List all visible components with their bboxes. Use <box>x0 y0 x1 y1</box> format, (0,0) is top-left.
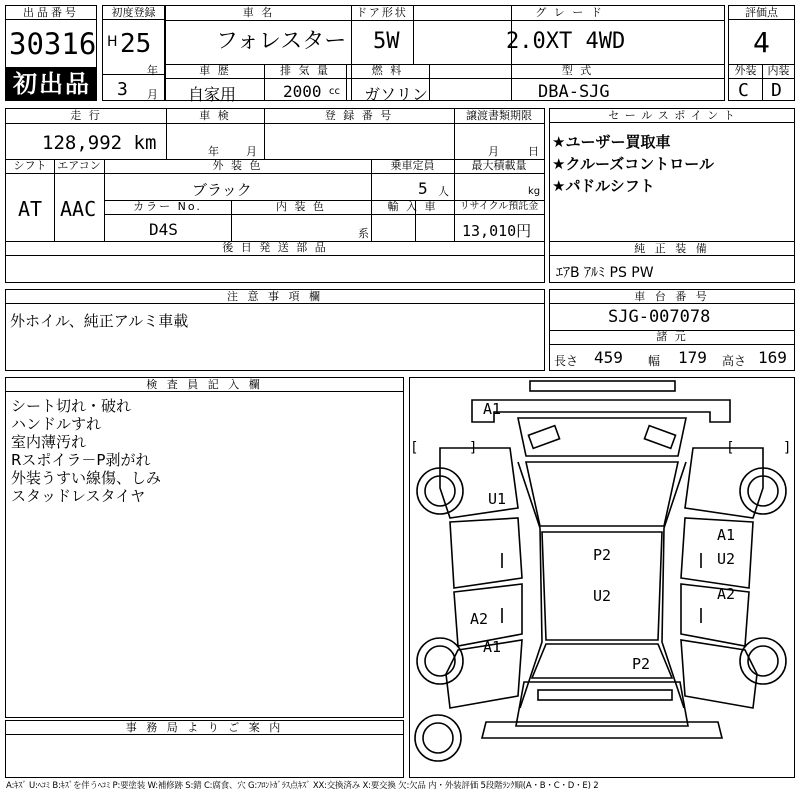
damage-mark: U2 <box>593 587 612 605</box>
fuel: ガソリン <box>364 85 429 104</box>
era: H <box>107 34 118 50</box>
spare-wheel <box>415 715 461 761</box>
hood-vent-left <box>528 426 559 449</box>
length-label: 長さ <box>554 354 579 368</box>
caution-box <box>5 289 545 371</box>
equipment-box <box>549 241 795 283</box>
inspection-year-unit: 年 <box>208 145 219 158</box>
sales-points-label: セ ー ル ス ポ イ ン ト <box>550 109 794 123</box>
transfer-day-unit: 日 <box>528 145 539 158</box>
damage-mark: P2 <box>593 546 612 564</box>
history-label: 車 歴 <box>199 64 231 77</box>
registration-label: 初度登録 <box>103 6 164 20</box>
damage-mark: A1 <box>483 400 502 418</box>
damage-mark: A1 <box>717 526 736 544</box>
lot-number-box <box>5 5 97 101</box>
car-name-label: 車 名 <box>242 6 275 19</box>
recycle-label: リサイクル預託金 <box>459 201 539 212</box>
grade-label: グ レ ー ド <box>535 6 604 19</box>
lot-number: 30316 <box>9 27 97 61</box>
inspector-note: シート切れ・破れ <box>11 397 132 415</box>
displacement-label: 排 気 量 <box>280 64 330 77</box>
sales-point-1: ★ユーザー買取車 <box>552 133 671 151</box>
caution-text: 外ホイル、純正アルミ車載 <box>10 312 189 330</box>
interior-color-label: 内 装 色 <box>276 200 326 213</box>
import-label: 輸 入 車 <box>387 200 438 213</box>
model-label: 型 式 <box>561 64 594 77</box>
exterior-label: 外装 <box>734 64 757 77</box>
office-label: 事 務 局 よ り ご 案 内 <box>6 721 403 735</box>
spare-wheel-inner <box>423 723 453 753</box>
inspector-note: スタッドレスタイヤ <box>11 487 146 505</box>
displacement: 2000 <box>283 82 322 101</box>
interior-label: 内装 <box>767 64 790 77</box>
right-rear-fender <box>681 640 757 708</box>
air-conditioner: AAC <box>60 197 97 221</box>
model: DBA-SJG <box>538 82 610 102</box>
fuel-label: 燃 料 <box>371 64 404 77</box>
sales-point-3: ★パドルシフト <box>552 177 655 195</box>
history: 自家用 <box>188 85 237 104</box>
rear-hatch <box>516 682 688 726</box>
wheel-rear-left <box>417 638 463 684</box>
grade: 2.0XT 4WD <box>506 29 626 54</box>
bracket-close-left: ] <box>470 440 476 456</box>
interior-grade: D <box>771 80 782 101</box>
vehicle-info-box <box>165 5 725 104</box>
right-rear-door <box>681 584 749 646</box>
chassis-label: 車 台 番 号 <box>550 290 794 304</box>
chassis-number: SJG-007078 <box>608 307 711 327</box>
wheel-rear-left-inner <box>425 646 455 676</box>
damage-mark: U2 <box>717 550 736 568</box>
hood <box>518 418 686 456</box>
width-label: 幅 <box>648 354 661 368</box>
car-name: フォレスター <box>216 29 347 54</box>
later-parts-label: 後 日 発 送 部 品 <box>222 241 328 254</box>
rear-bumper <box>538 690 672 700</box>
bracket-open-left: [ <box>412 440 418 456</box>
inspection-label: 車 検 <box>199 109 231 122</box>
office-box <box>5 720 404 778</box>
registration-year: 25 <box>120 29 152 59</box>
bracket-open-right: [ <box>728 440 734 456</box>
inspector-note: 外装うすい線傷、しみ <box>11 469 162 487</box>
registration-box <box>102 5 165 101</box>
capacity-label: 乗車定員 <box>390 159 435 172</box>
inspector-label: 検 査 員 記 入 欄 <box>6 378 403 392</box>
front-right-fender <box>685 448 763 518</box>
exterior-color: ブラック <box>192 181 252 199</box>
door-type: 5W <box>373 29 400 54</box>
car-diagram-svg <box>410 378 793 776</box>
exterior-grade: C <box>738 80 749 101</box>
sales-point-2: ★クルーズコントロール <box>552 155 714 173</box>
windshield <box>526 462 678 526</box>
registration-number-label: 登 録 番 号 <box>324 109 394 122</box>
lot-number-label: 出品番号 <box>6 6 96 20</box>
caution-label: 注 意 事 項 欄 <box>6 290 544 304</box>
score-label: 評価点 <box>729 6 794 20</box>
equipment-label: 純 正 装 備 <box>550 242 794 256</box>
cc-unit: cc <box>329 86 340 97</box>
interior-color-unit: 系 <box>358 227 369 240</box>
wheel-rear-right-inner <box>748 646 778 676</box>
chassis-box <box>549 289 795 371</box>
hood-vent-right <box>644 426 675 449</box>
color-no-label: カラー No. <box>133 200 202 213</box>
inspection-month-unit: 月 <box>246 145 257 158</box>
inspector-note: 室内薄汚れ <box>11 433 87 451</box>
left-front-door <box>450 518 522 588</box>
mileage: 128,992 km <box>42 132 157 154</box>
roof-rail-top <box>530 381 675 391</box>
damage-mark: A2 <box>470 610 489 628</box>
score: 4 <box>753 26 770 59</box>
rear-bumper-lower <box>482 722 722 738</box>
equipment: ｴｱB ｱﾙﾐ PS PW <box>556 265 654 281</box>
shift: AT <box>18 197 43 221</box>
bracket-close-right: ] <box>784 440 790 456</box>
shift-label: シフト <box>13 159 47 172</box>
load-unit: kg <box>528 186 541 197</box>
damage-mark: A2 <box>717 585 736 603</box>
rear-glass <box>532 644 672 678</box>
recycle-fee: 13,010円 <box>462 222 532 240</box>
transfer-deadline-label: 譲渡書類期限 <box>466 109 532 122</box>
height: 169 <box>758 348 787 367</box>
front-left-fender <box>440 448 518 518</box>
details-box <box>5 108 545 283</box>
inspector-box <box>5 377 404 718</box>
year-unit: 年 <box>147 64 158 77</box>
damage-mark: U1 <box>488 490 507 508</box>
first-listing-badge <box>5 67 97 101</box>
first-listing-text: 初出品 <box>13 70 91 98</box>
height-label: 高さ <box>722 354 747 368</box>
ac-label: エアコン <box>57 159 101 172</box>
capacity-unit: 人 <box>438 185 449 198</box>
damage-mark: A1 <box>483 638 502 656</box>
wheel-rear-right <box>740 638 786 684</box>
registration-month: 3 <box>117 79 128 100</box>
damage-mark: P2 <box>632 655 651 673</box>
door-label: ドア形状 <box>356 6 408 19</box>
capacity: 5 <box>418 179 428 198</box>
mileage-label: 走 行 <box>70 109 102 122</box>
specs-label: 諸 元 <box>656 330 688 343</box>
score-box <box>728 5 795 101</box>
transfer-month-unit: 月 <box>488 145 499 158</box>
month-unit: 月 <box>147 88 158 101</box>
inspector-note: Rスポイラ－P剥がれ <box>11 451 151 469</box>
inspector-note: ハンドルすれ <box>11 415 102 433</box>
color-number: D4S <box>149 220 178 239</box>
length: 459 <box>594 348 623 367</box>
exterior-color-label: 外 装 色 <box>212 159 263 172</box>
sales-points-box <box>549 108 795 242</box>
width: 179 <box>678 348 707 367</box>
car-diagram <box>409 377 795 778</box>
body-right-outer <box>662 462 686 708</box>
max-load-label: 最大積載量 <box>471 159 527 172</box>
legend: A:ｷｽﾞ U:ﾍｺﾐ B:ｷｽﾞを伴うﾍｺﾐ P:要塗装 W:補修跡 S:錆 C:腐食、穴 G:ﾌﾛﾝﾄｶﾞﾗｽ点ｷｽﾞ XX:交換済み X:要交換 欠:欠品 内・外装評価 5段階ﾗﾝｸ順(A・B・C・D・E) 2 <box>6 781 599 791</box>
